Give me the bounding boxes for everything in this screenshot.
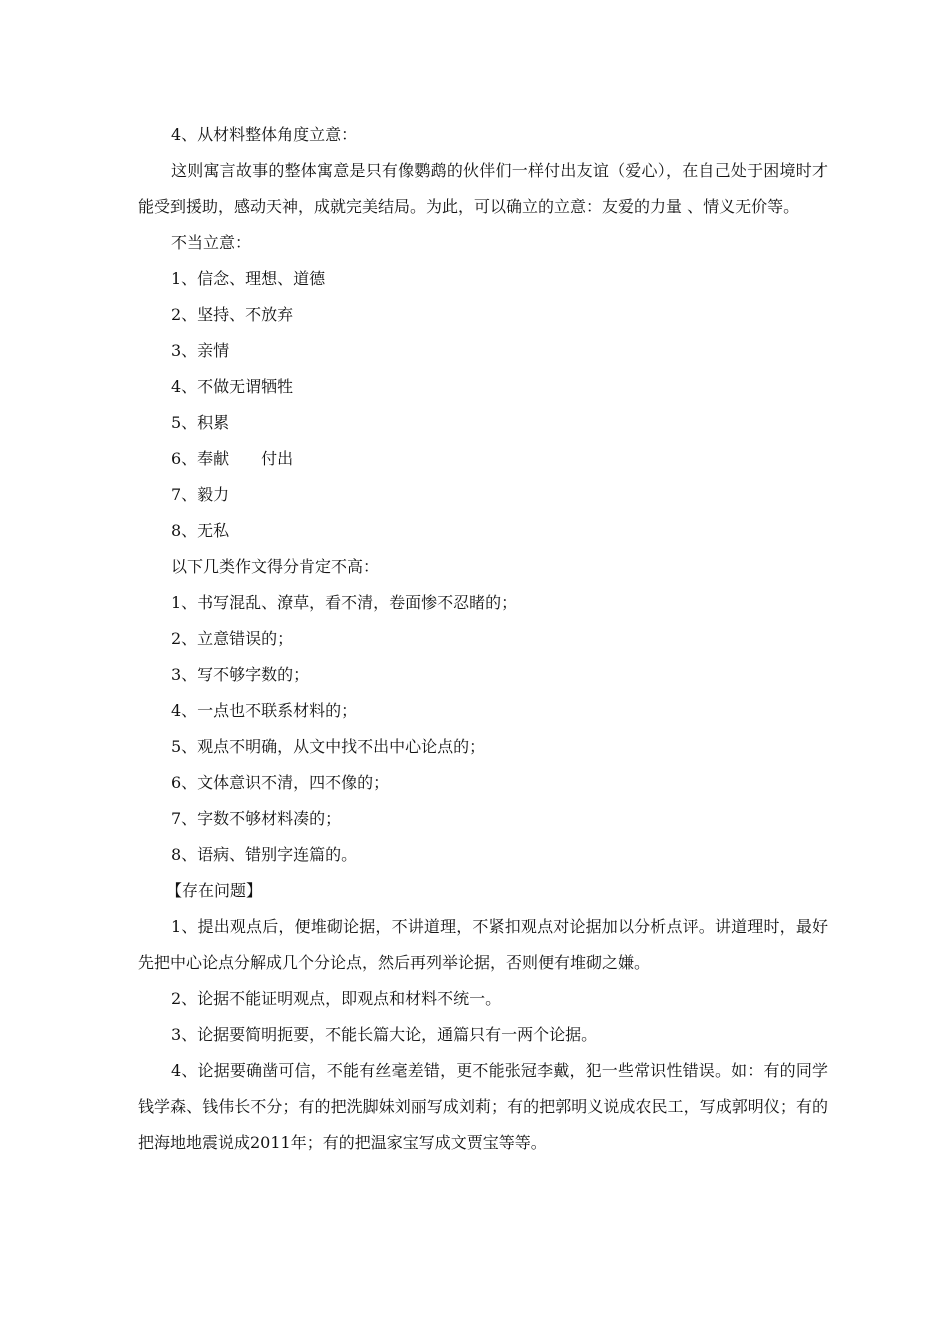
list-item: 8、无私	[171, 521, 230, 540]
problem-paragraph: 2、论据不能证明观点，即观点和材料不统一。	[171, 989, 502, 1008]
low-score-heading: 以下几类作文得分肯定不高：	[171, 557, 380, 576]
list-item: 5、观点不明确，从文中找不出中心论点的；	[171, 737, 486, 756]
list-item: 8、语病、错别字连篇的。	[171, 845, 358, 864]
document-body	[138, 117, 828, 1161]
list-item: 1、信念、理想、道德	[171, 269, 326, 288]
list-item: 4、不做无谓牺牲	[171, 377, 294, 396]
list-item: 7、字数不够材料凑的；	[171, 809, 342, 828]
list-item: 2、立意错误的；	[171, 629, 294, 648]
improper-heading: 不当立意：	[171, 233, 252, 252]
section-heading-whole-angle: 4、从材料整体角度立意：	[171, 125, 358, 144]
list-item: 2、坚持、不放弃	[171, 305, 294, 324]
list-item: 7、毅力	[171, 485, 230, 504]
list-item: 6、奉献 付出	[171, 449, 294, 468]
problem-paragraph: 1、提出观点后，便堆砌论据，不讲道理，不紧扣观点对论据加以分析点评。讲道理时，最好先把中心论点分解成几个分论点，然后再列举论据，否则便有堆砌之嫌。	[138, 917, 828, 972]
list-item: 3、写不够字数的；	[171, 665, 310, 684]
paragraph-overall-meaning: 这则寓言故事的整体寓意是只有像鹦鹉的伙伴们一样付出友谊（爱心），在自己处于困境时才能受到援助，感动天神，成就完美结局。为此，可以确立的立意：友爱的力量 、情义无价等。	[138, 161, 828, 216]
problems-heading: 【存在问题】	[166, 881, 263, 900]
problem-paragraph: 4、论据要确凿可信，不能有丝毫差错，更不能张冠李戴，犯一些常识性错误。如：有的同学钱学森、钱伟长不分；有的把洗脚妹刘丽写成刘莉；有的把郭明义说成农民工，写成郭明仪；有的把海地地震说成2011年；有的把温家宝写成文贾宝等等。	[138, 1061, 828, 1152]
problem-paragraph: 3、论据要简明扼要，不能长篇大论，通篇只有一两个论据。	[171, 1025, 598, 1044]
list-item: 5、积累	[171, 413, 230, 432]
list-item: 6、文体意识不清，四不像的；	[171, 773, 390, 792]
list-item: 4、一点也不联系材料的；	[171, 701, 358, 720]
list-item: 1、书写混乱、潦草，看不清，卷面惨不忍睹的；	[171, 593, 518, 612]
list-item: 3、亲情	[171, 341, 230, 360]
